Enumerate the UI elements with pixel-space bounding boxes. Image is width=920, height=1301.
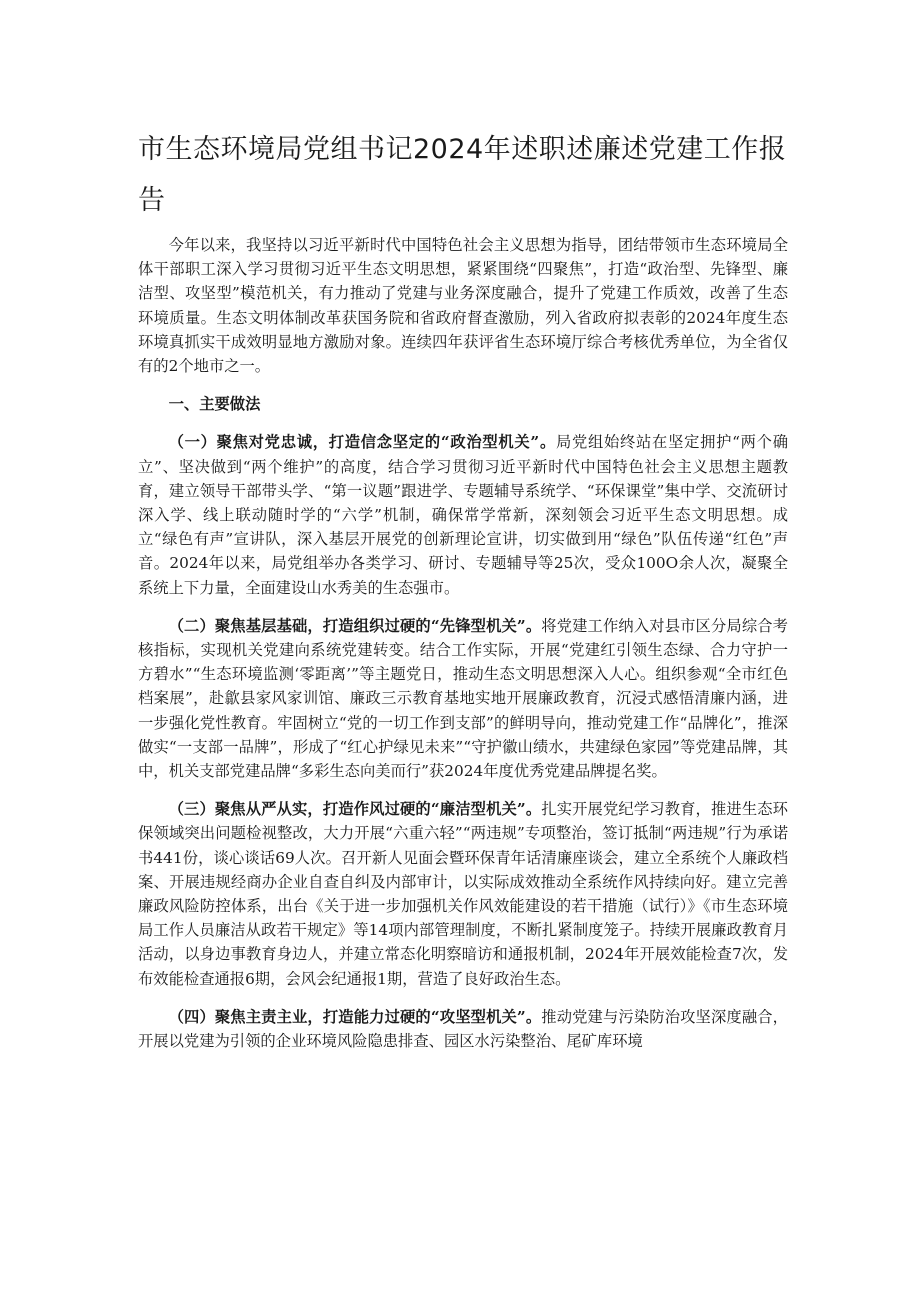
practice-paragraph-2 (138, 614, 788, 783)
practice-lead-4: （四）聚焦主责主业，打造能力过硬的“攻坚型机关”。 (168, 1007, 542, 1026)
practice-text-4: 推动党建与污染防治攻坚深度融合，开展以党建为引领的企业环境风险隐患排查、园区水污染整治、尾矿库环境 (138, 1007, 788, 1051)
practice-text-3: 扎实开展党纪学习教育，推进生态环保领域突出问题检视整改，大力开展“六重六轻”“两违规”专项整治，签订抵制“两违规”行为承诺书441份，谈心谈话69人次。召开新人见面会暨环保青年话清廉座谈会，建立全系统个人廉政档案、开展违规经商办企业自查自纠及内部审计，以实际成效推动全系统作风持续向好。建立完善廉政风险防控体系，出台《关于进一步加强机关作风效能建设的若干措施（试行）》《市生态环境局工作人员廉洁从政若干规定》等14项内部管理制度，不断扎紧制度笼子。持续开展廉政教育月活动，以身边事教育身边人，并建立常态化明察暗访和通报机制，2024年开展效能检查7次，发布效能检查通报6期，会风会纪通报1期，营造了良好政治生态。 (138, 800, 788, 988)
practice-paragraph-4 (138, 1005, 788, 1053)
document-title: 市生态环境局党组书记2024年述职述廉述党建工作报告 (138, 134, 787, 216)
practice-lead-2: （二）聚焦基层基础，打造组织过硬的“先锋型机关”。 (168, 616, 542, 635)
document-body (138, 233, 788, 1067)
practice-text-1: 局党组始终站在坚定拥护“两个确立”、坚决做到“两个维护”的高度，结合学习贯彻习近平新时代中国特色社会主义思想主题教育，建立领导干部带头学、“第一议题”跟进学、专题辅导系统学、“环保课堂”集中学、交流研讨深入学、线上联动随时学的“六学”机制，确保常学常新，深刻领会习近平生态文明思想。成立“绿色有声”宣讲队，深入基层开展党的创新理论宣讲，切实做到用“绿色”队伍传递“红色”声音。2024年以来，局党组举办各类学习、研讨、专题辅导等25次，受众100O余人次，凝聚全系统上下力量，全面建设山水秀美的生态强市。 (138, 433, 788, 597)
practice-paragraph-3 (138, 797, 788, 991)
intro-paragraph: 今年以来，我坚持以习近平新时代中国特色社会主义思想为指导，团结带领市生态环境局全体干部职工深入学习贯彻习近平生态文明思想，紧紧围绕“四聚焦”，打造“政治型、先锋型、廉洁型、攻坚型”模范机关，有力推动了党建与业务深度融合，提升了党建工作质效，改善了生态环境质量。生态文明体制改革获国务院和省政府督查激励，列入省政府拟表彰的2024年度生态环境真抓实干成效明显地方激励对象。连续四年获评省生态环境厅综合考核优秀单位，为全省仅有的2个地市之一。 (138, 236, 788, 376)
section-heading-main-practices: 一、主要做法 (168, 395, 261, 414)
practice-lead-1: （一）聚焦对党忠诚，打造信念坚定的“政治型机关”。 (168, 433, 556, 452)
practice-lead-3: （三）聚焦从严从实，打造作风过硬的“廉洁型机关”。 (168, 800, 542, 819)
practice-paragraph-1 (138, 430, 788, 599)
practice-text-2: 将党建工作纳入对县市区分局综合考核指标，实现机关党建向系统党建转变。结合工作实际，开展“党建红引领生态绿、合力守护一方碧水”“生态环境监测‘零距离’”等主题党日，推动生态文明思想深入人心。组织参观“全市红色档案展”，赴歙县家风家训馆、廉政三示教育基地实地开展廉政教育，沉浸式感悟清廉内涵，进一步强化党性教育。牢固树立“党的一切工作到支部”的鲜明导向，推动党建工作“品牌化”，推深做实“一支部一品牌”，形成了“红心护绿见未来”“守护徽山绩水，共建绿色家园”等党建品牌，其中，机关支部党建品牌“多彩生态向美而行”获2024年度优秀党建品牌提名奖。 (138, 616, 788, 781)
